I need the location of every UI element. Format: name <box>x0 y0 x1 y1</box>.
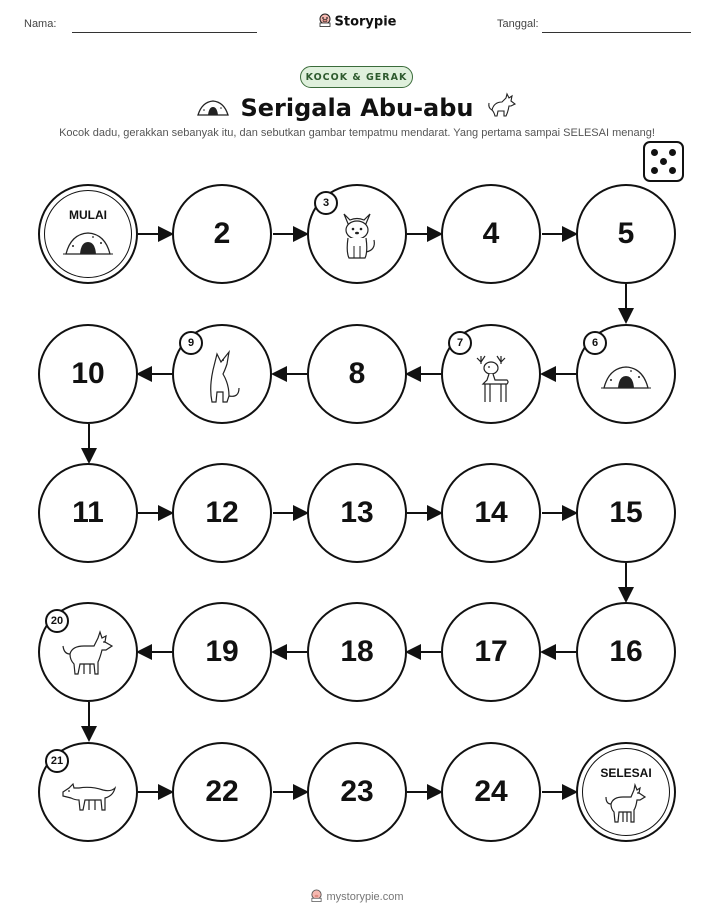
cell-number: 19 <box>205 635 239 668</box>
cell-number: 2 <box>213 217 231 250</box>
board-cell <box>441 742 541 842</box>
cell-number: 17 <box>474 635 508 668</box>
cave-icon <box>63 230 113 260</box>
finish-label: SELESAI <box>600 766 652 780</box>
title-text: Serigala Abu-abu <box>240 94 474 122</box>
name-label: Nama: <box>24 18 57 30</box>
board-cell <box>38 463 138 563</box>
cell-number-badge: 7 <box>448 331 472 355</box>
cell-number: 23 <box>340 775 374 808</box>
cell-number: 8 <box>348 357 366 390</box>
cell-number: 11 <box>72 496 104 529</box>
board-cell <box>307 602 407 702</box>
standing-wolf-icon <box>60 628 116 684</box>
board-cell <box>576 184 676 284</box>
footer-url[interactable]: mystorypie.com <box>326 890 404 903</box>
cell-number: 12 <box>205 496 239 529</box>
cell-number-badge: 3 <box>314 191 338 215</box>
cell-number: 5 <box>617 217 635 250</box>
standing-wolf-icon <box>603 782 649 832</box>
cell-number-badge: 9 <box>179 331 203 355</box>
cell-number: 16 <box>609 635 643 668</box>
board-cell <box>307 463 407 563</box>
board-cell <box>576 463 676 563</box>
board-cell <box>441 184 541 284</box>
board-cell <box>576 602 676 702</box>
pig-reading-icon <box>310 889 323 905</box>
howling-wolf-icon <box>199 348 245 410</box>
start-label: MULAI <box>69 208 107 222</box>
cell-number: 10 <box>71 357 105 390</box>
board-cell <box>172 602 272 702</box>
cell-number: 22 <box>205 775 239 808</box>
activity-badge: KOCOK & GERAK <box>300 66 413 88</box>
board-cell <box>441 602 541 702</box>
wolf-pup-icon <box>334 208 380 268</box>
cell-number: 24 <box>474 775 508 808</box>
board-cell <box>172 184 272 284</box>
brand-name: Storypie <box>334 14 397 30</box>
board-cell <box>441 463 541 563</box>
cell-number: 18 <box>340 635 374 668</box>
board-cell <box>307 742 407 842</box>
board-cell <box>172 463 272 563</box>
board-cell <box>38 324 138 424</box>
footer <box>0 889 714 905</box>
board-cell-start <box>38 184 138 284</box>
cave-icon <box>601 364 651 394</box>
cell-number-badge: 20 <box>45 609 69 633</box>
cell-number-badge: 21 <box>45 749 69 773</box>
cell-number: 13 <box>340 496 374 529</box>
prowling-wolf-icon <box>59 778 117 818</box>
deer-icon <box>467 352 515 410</box>
cell-number: 4 <box>482 217 500 250</box>
board-cell-finish <box>576 742 676 842</box>
instructions: Kocok dadu, gerakkan sebanyak itu, dan sebutkan gambar tempatmu mendarat. Yang pertama sampai SELESAI menang! <box>59 127 655 139</box>
cell-number: 15 <box>609 496 643 529</box>
board-cell <box>307 324 407 424</box>
cell-number: 14 <box>474 496 508 529</box>
board-cell <box>172 742 272 842</box>
date-label: Tanggal: <box>497 18 539 30</box>
cell-number-badge: 6 <box>583 331 607 355</box>
